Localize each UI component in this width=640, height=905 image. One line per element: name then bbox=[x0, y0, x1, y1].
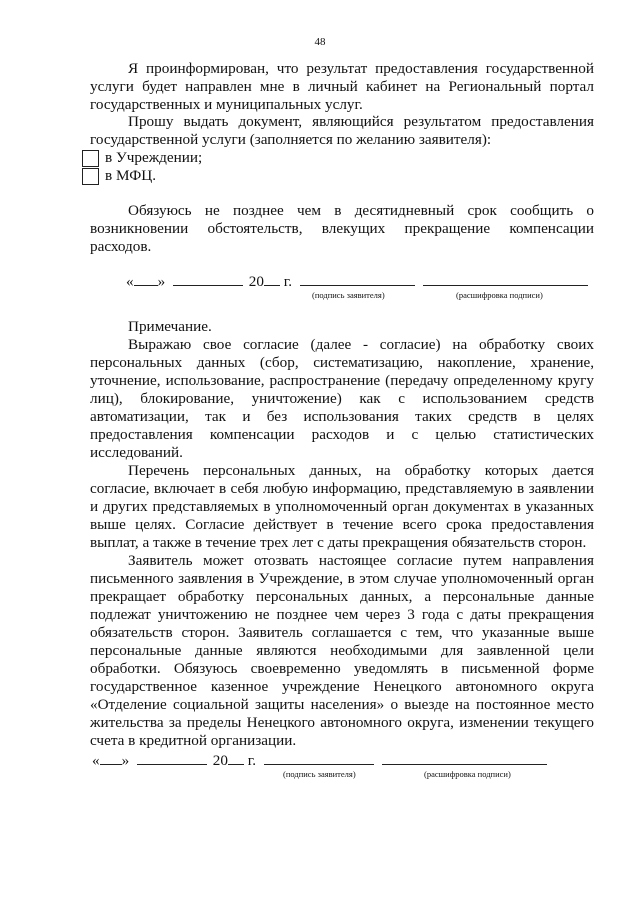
page-number: 48 bbox=[314, 36, 326, 48]
signature-line-2: « » 20 г. bbox=[92, 750, 547, 770]
decode-field-2[interactable] bbox=[382, 750, 547, 765]
decode-caption-2: (расшифровка подписи) bbox=[424, 769, 511, 779]
signature-line-1: « » 20 г. bbox=[126, 271, 588, 291]
month-field-1[interactable] bbox=[173, 271, 243, 286]
signature-field-2[interactable] bbox=[264, 750, 374, 765]
option-institution-label: в Учреждении; bbox=[105, 149, 203, 166]
month-field-2[interactable] bbox=[137, 750, 207, 765]
paragraph-obligation: Обязуюсь не позднее чем в десятидневный срок сообщить о возникновении обстоятельств, влекущих прекращение компенсации расходов. bbox=[90, 202, 594, 255]
day-field-1[interactable] bbox=[134, 271, 158, 286]
note-title: Примечание. bbox=[128, 318, 212, 335]
checkbox-institution[interactable] bbox=[82, 150, 99, 167]
sign-caption-2: (подпись заявителя) bbox=[283, 769, 356, 779]
option-mfc-label: в МФЦ. bbox=[105, 167, 157, 184]
day-field-2[interactable] bbox=[100, 750, 122, 765]
decode-caption-1: (расшифровка подписи) bbox=[456, 290, 543, 300]
option-institution[interactable] bbox=[82, 148, 202, 168]
signature-field-1[interactable] bbox=[300, 271, 415, 286]
note-paragraph-3: Заявитель может отозвать настоящее согласие путем направления письменного заявления в Учреждение, в этом случае уполномоченный орган прекращает обработку персональных данных, а персональные данные подлежат уничтожению не позднее чем через 3 года с даты прекращения обязательств сторон. Заявитель соглашается с тем, что указанные выше персональные данные являются необходимыми для заявленной цели обработки. Обязуюсь своевременно уведомлять в письменной форме государственное казенное учреждение Ненецкого автономного округа «Отделение социальной защиты населения» о выезде на постоянное место жительства за пределы Ненецкого автономного округа, изменении текущего счета в кредитной организации. bbox=[90, 552, 594, 749]
paragraph-informed: Я проинформирован, что результат предоставления государственной услуги будет направлен мне в личный кабинет на Региональный портал государственных и муниципальных услуг. bbox=[90, 60, 594, 113]
year-field-1[interactable] bbox=[264, 271, 280, 286]
sign-caption-1: (подпись заявителя) bbox=[312, 290, 385, 300]
decode-field-1[interactable] bbox=[423, 271, 588, 286]
paragraph-request: Прошу выдать документ, являющийся результатом предоставления государственной услуги (заполняется по желанию заявителя): bbox=[90, 113, 594, 148]
checkbox-mfc[interactable] bbox=[82, 168, 99, 185]
note-paragraph-2: Перечень персональных данных, на обработку которых дается согласие, включает в себя любую информацию, представляемую в заявлении и других представляемых в уполномоченный орган документах в указанных выше целях. Согласие действует в течение всего срока предоставления выплат, а также в течение трех лет с даты прекращения обязательств сторон. bbox=[90, 462, 594, 551]
option-mfc[interactable] bbox=[82, 166, 156, 186]
note-paragraph-1: Выражаю свое согласие (далее - согласие) на обработку своих персональных данных (сбор, систематизацию, накопление, хранение, уточнение, использование, распространение (передачу определенному кругу лиц), блокирование, уничтожение) как с использованием средств автоматизации, так и без использования таких средств в целях предоставления компенсации расходов и с целью статистических исследований. bbox=[90, 336, 594, 461]
year-field-2[interactable] bbox=[228, 750, 244, 765]
